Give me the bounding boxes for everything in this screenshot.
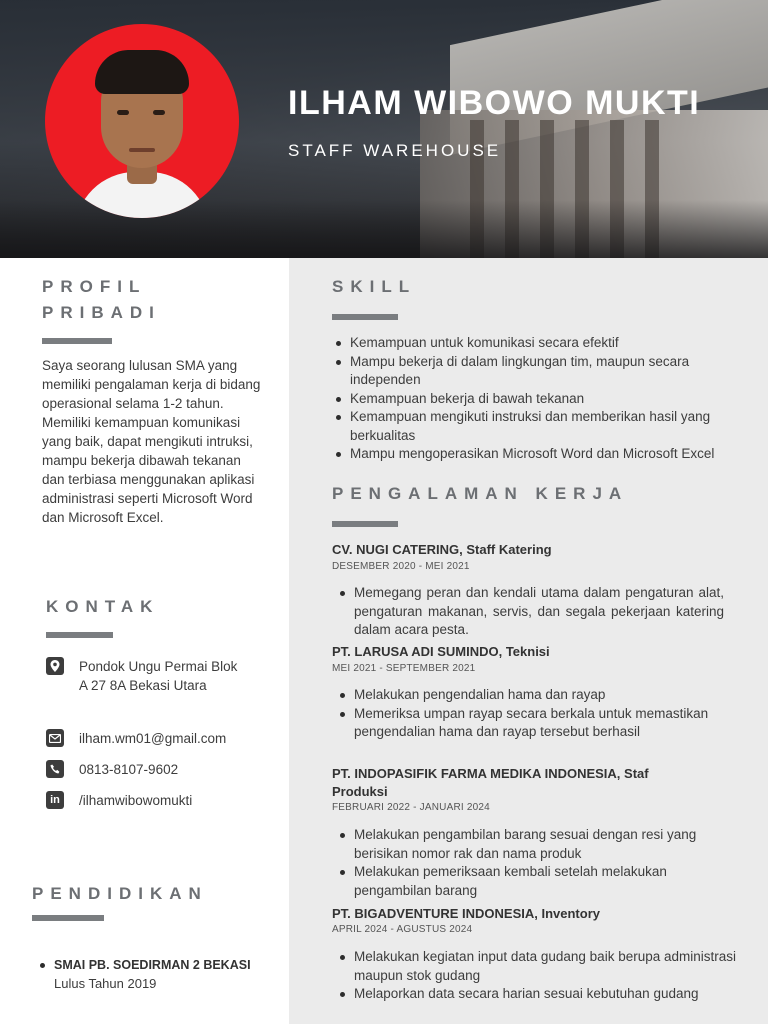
job-duty: Melakukan pengendalian hama dan rayap [336,686,716,705]
skill-item: Mampu mengoperasikan Microsoft Word dan Microsoft Excel [332,445,722,464]
skill-item: Mampu bekerja di dalam lingkungan tim, maupun secara independen [332,353,722,390]
profile-divider [42,338,112,344]
avatar-eye [117,110,129,115]
job-title: PT. INDOPASIFIK FARMA MEDIKA INDONESIA, Staf Produksi [332,766,649,799]
avatar-eye [153,110,165,115]
contact-phone[interactable]: 0813-8107-9602 [79,761,179,777]
contact-email-row[interactable] [46,728,226,748]
skill-item: Kemampuan mengikuti instruksi dan memberikan hasil yang berkualitas [332,408,722,445]
contact-address: Pondok Ungu Permai Blok A 27 8A Bekasi Utara [79,659,238,693]
contact-address-row [46,657,239,693]
job-title: PT. BIGADVENTURE INDONESIA, Inventory [332,906,600,921]
avatar-mouth [129,148,155,152]
job-duty: Memegang peran dan kendali utama dalam pengaturan alat, pengaturan makanan, servis, dan segala pekerjaan katering dalam acara pesta. [336,584,724,640]
candidate-role: STAFF WAREHOUSE [288,141,502,160]
job-date: MEI 2021 - SEPTEMBER 2021 [332,663,476,674]
job-title: PT. LARUSA ADI SUMINDO, Teknisi [332,644,550,659]
job-date: FEBRUARI 2022 - JANUARI 2024 [332,802,490,813]
profile-text: Saya seorang lulusan SMA yang memiliki pengalaman kerja di bidang operasional selama 1-2 tahun. Memiliki kemampuan komunikasi yang baik, dapat mengikuti intruksi, mampu bekerja dibawah tekanan dan terbiasa menggunakan aplikasi administrasi seperti Microsoft Word dan Microsoft Excel. [42,358,261,525]
avatar-hair [95,50,189,94]
contact-email[interactable]: ilham.wm01@gmail.com [79,730,227,746]
job-title: CV. NUGI CATERING, Staff Katering [332,542,552,557]
contact-linkedin-row[interactable] [46,790,192,810]
skill-item: Kemampuan bekerja di bawah tekanan [332,390,722,409]
education-divider [32,915,104,921]
education-title: PENDIDIKAN [32,884,208,903]
job-duty: Melakukan pemeriksaan kembali setelah melakukan pengambilan barang [336,863,728,900]
job-duties [336,826,728,900]
header-banner [0,0,768,258]
skills-title: SKILL [332,277,417,296]
education-year: Lulus Tahun 2019 [54,976,157,991]
experience-divider [332,521,398,527]
skills-list [332,334,722,464]
candidate-name: ILHAM WIBOWO MUKTI [288,84,701,122]
job-date: APRIL 2024 - AGUSTUS 2024 [332,924,473,935]
skill-item: Kemampuan untuk komunikasi secara efektif [332,334,722,353]
job-duty: Memeriksa umpan rayap secara berkala untuk memastikan pengendalian hama dan rayap tersebut berhasil [336,705,716,742]
profile-title-line2: PRIBADI [42,303,161,322]
avatar [45,24,239,218]
job-duty: Melakukan pengambilan barang sesuai dengan resi yang berisikan nomor rak dan nama produk [336,826,728,863]
mail-icon [46,729,64,747]
education-school: SMAI PB. SOEDIRMAN 2 BEKASI [40,958,251,972]
contact-phone-row[interactable] [46,759,178,779]
profile-title-line1: PROFIL [42,277,147,296]
job-date: DESEMBER 2020 - MEI 2021 [332,561,470,572]
contact-divider [46,632,113,638]
phone-icon [46,760,64,778]
contact-title: KONTAK [46,597,160,616]
experience-title: PENGALAMAN KERJA [332,484,629,503]
linkedin-icon: in [46,791,64,809]
job-duty: Melaporkan data secara harian sesuai kebutuhan gudang [336,985,736,1004]
contact-linkedin[interactable]: /ilhamwibowomukti [79,792,193,808]
job-duties [336,948,736,1004]
job-duty: Melakukan kegiatan input data gudang baik berupa administrasi maupun stok gudang [336,948,736,985]
job-duties [336,584,724,640]
skills-divider [332,314,398,320]
job-duties [336,686,716,742]
location-pin-icon [46,657,64,675]
